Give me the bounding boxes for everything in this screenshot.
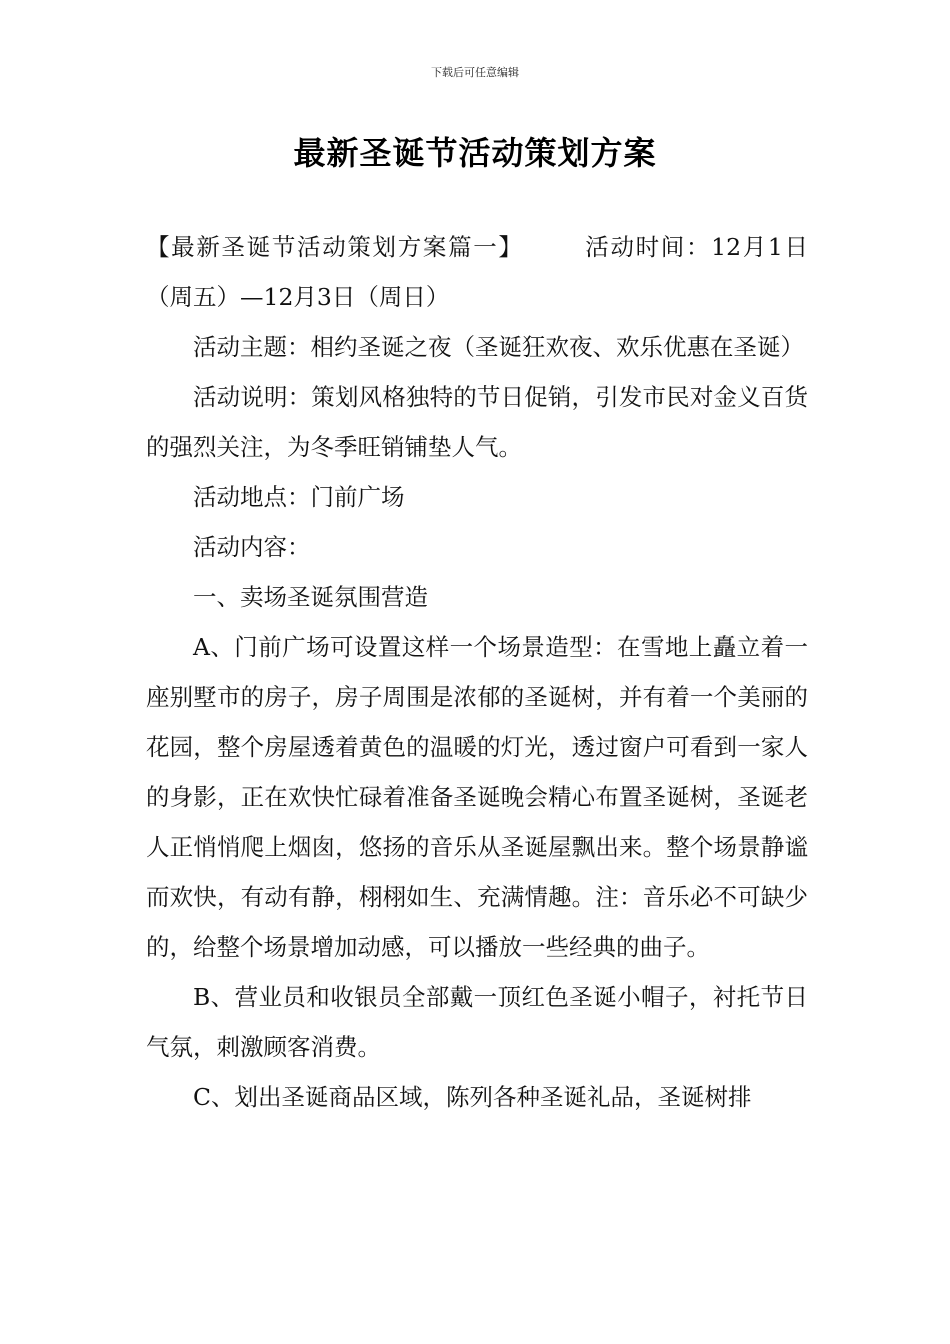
activity-time-text: 活动时间：12月1日（周五）—12月3日（周日） [146, 233, 809, 311]
paragraph-item-c: C、划出圣诞商品区域，陈列各种圣诞礼品，圣诞树排 [193, 1083, 752, 1111]
document-title: 最新圣诞节活动策划方案 [293, 134, 657, 172]
document-body [146, 222, 808, 1122]
paragraph-description: 活动说明：策划风格独特的节日促销，引发市民对金义百货的强烈关注，为冬季旺销铺垫人气。 [146, 383, 808, 461]
paragraph-section-one: 一、卖场圣诞氛围营造 [193, 583, 428, 611]
paragraph-content-heading: 活动内容： [193, 533, 311, 561]
paragraph-item-a: A、门前广场可设置这样一个场景造型：在雪地上矗立着一座别墅市的房子，房子周围是浓郁的圣诞树，并有着一个美丽的花园，整个房屋透着黄色的温暖的灯光，透过窗户可看到一家人的身影，正在欢快忙碌着准备圣诞晚会精心布置圣诞树，圣诞老人正悄悄爬上烟囱，悠扬的音乐从圣诞屋飘出来。整个场景静谧而欢快，有动有静，栩栩如生、充满情趣。注：音乐必不可缺少的，给整个场景增加动感，可以播放一些经典的曲子。 [146, 633, 808, 961]
header-note: 下载后可任意编辑 [431, 66, 519, 79]
paragraph-item-b: B、营业员和收银员全部戴一顶红色圣诞小帽子，衬托节日气氛，刺激顾客消费。 [146, 983, 808, 1061]
paragraph-section-intro [146, 222, 808, 322]
paragraph-theme: 活动主题：相约圣诞之夜（圣诞狂欢夜、欢乐优惠在圣诞） [193, 333, 804, 361]
section-label: 【最新圣诞节活动策划方案篇一】 [146, 233, 524, 261]
paragraph-location: 活动地点：门前广场 [193, 483, 405, 511]
